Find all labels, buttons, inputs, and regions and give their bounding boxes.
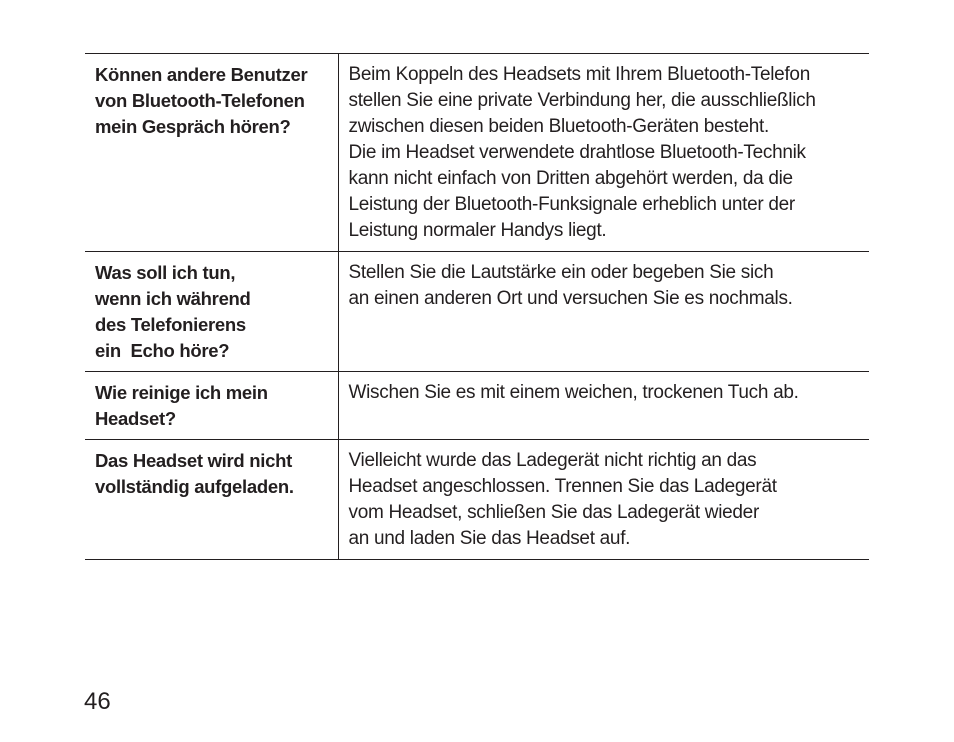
faq-table (85, 53, 869, 560)
table-row (85, 54, 869, 252)
faq-answer: Beim Koppeln des Headsets mit Ihrem Bluetooth-Telefon stellen Sie eine private Verbindung her, die ausschließlich zwischen diesen beiden Bluetooth-Geräten besteht. Die im Headset verwendete drahtlose Bluetooth-Technik kann nicht einfach von Dritten abgehört werden, da die Leistung der Bluetooth-Funksignale erheblich unter der Leistung normaler Handys liegt. (338, 54, 869, 252)
faq-question: Was soll ich tun, wenn ich während des Telefonierens ein Echo höre? (85, 252, 338, 372)
faq-question: Das Headset wird nicht vollständig aufgeladen. (85, 440, 338, 560)
faq-answer: Stellen Sie die Lautstärke ein oder begeben Sie sich an einen anderen Ort und versuchen Sie es nochmals. (338, 252, 869, 372)
faq-question: Können andere Benutzer von Bluetooth-Telefonen mein Gespräch hören? (85, 54, 338, 252)
faq-question: Wie reinige ich mein Headset? (85, 372, 338, 440)
table-row (85, 440, 869, 560)
table-row (85, 372, 869, 440)
table-row (85, 252, 869, 372)
faq-answer: Vielleicht wurde das Ladegerät nicht richtig an das Headset angeschlossen. Trennen Sie das Ladegerät vom Headset, schließen Sie das Ladegerät wieder an und laden Sie das Headset auf. (338, 440, 869, 560)
page-number: 46 (84, 688, 111, 715)
faq-answer: Wischen Sie es mit einem weichen, trockenen Tuch ab. (338, 372, 869, 440)
